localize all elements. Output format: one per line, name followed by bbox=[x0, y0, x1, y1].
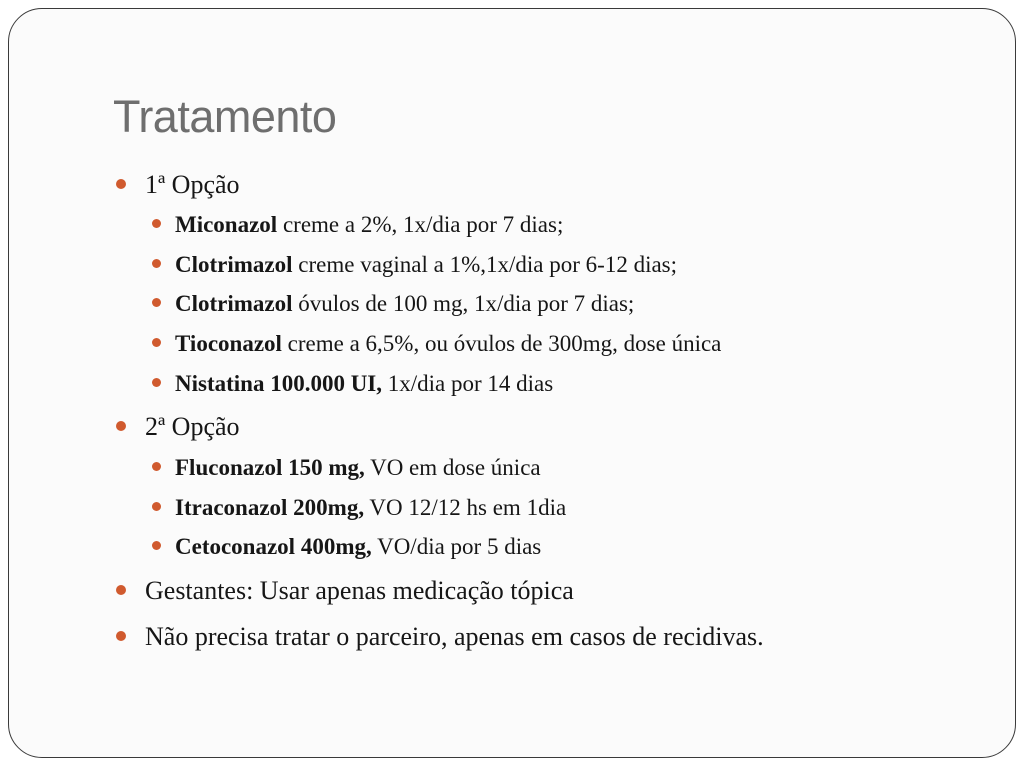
drug-name: Miconazol bbox=[175, 212, 278, 237]
option2-item bbox=[152, 494, 566, 522]
option1-item bbox=[152, 251, 677, 279]
drug-detail: VO 12/12 hs em 1dia bbox=[364, 495, 567, 520]
option1-item bbox=[152, 370, 553, 398]
bullet-icon bbox=[116, 421, 126, 431]
drug-detail: VO em dose única bbox=[364, 455, 541, 480]
drug-name: Nistatina 100.000 UI, bbox=[175, 371, 383, 396]
drug-name: Fluconazol 150 mg, bbox=[175, 455, 365, 480]
bullet-icon bbox=[152, 219, 161, 228]
bullet-icon bbox=[152, 338, 161, 347]
option1-item bbox=[152, 211, 563, 239]
bullet-icon bbox=[152, 541, 161, 550]
drug-name: Itraconazol 200mg, bbox=[175, 495, 365, 520]
drug-name: Tioconazol bbox=[175, 331, 282, 356]
bullet-icon bbox=[152, 462, 161, 471]
option2-heading bbox=[116, 412, 240, 442]
bullet-icon bbox=[116, 585, 126, 595]
drug-name: Cetoconazol 400mg, bbox=[175, 534, 372, 559]
bullet-icon bbox=[152, 298, 161, 307]
note-text: Não precisa tratar o parceiro, apenas em casos de recidivas. bbox=[145, 622, 764, 651]
drug-detail: VO/dia por 5 dias bbox=[371, 534, 542, 559]
drug-name: Clotrimazol bbox=[175, 291, 293, 316]
drug-detail: óvulos de 100 mg, 1x/dia por 7 dias; bbox=[292, 291, 635, 316]
bullet-icon bbox=[152, 259, 161, 268]
drug-detail: creme a 6,5%, ou óvulos de 300mg, dose única bbox=[281, 331, 722, 356]
option2-heading-text: 2ª Opção bbox=[145, 412, 240, 441]
option2-item bbox=[152, 533, 541, 561]
bullet-icon bbox=[152, 502, 161, 511]
note-partner bbox=[116, 622, 764, 652]
note-text: Gestantes: Usar apenas medicação tópica bbox=[145, 576, 574, 605]
bullet-icon bbox=[116, 631, 126, 641]
option2-item bbox=[152, 454, 541, 482]
drug-name: Clotrimazol bbox=[175, 252, 293, 277]
slide-title: Tratamento bbox=[113, 91, 337, 142]
bullet-icon bbox=[152, 378, 161, 387]
option1-item bbox=[152, 290, 634, 318]
option1-item bbox=[152, 330, 721, 358]
bullet-icon bbox=[116, 179, 126, 189]
option1-heading bbox=[116, 170, 240, 200]
note-pregnant bbox=[116, 576, 574, 606]
drug-detail: 1x/dia por 14 dias bbox=[382, 371, 554, 396]
option1-heading-text: 1ª Opção bbox=[145, 170, 240, 199]
drug-detail: creme a 2%, 1x/dia por 7 dias; bbox=[277, 212, 564, 237]
drug-detail: creme vaginal a 1%,1x/dia por 6-12 dias; bbox=[292, 252, 678, 277]
